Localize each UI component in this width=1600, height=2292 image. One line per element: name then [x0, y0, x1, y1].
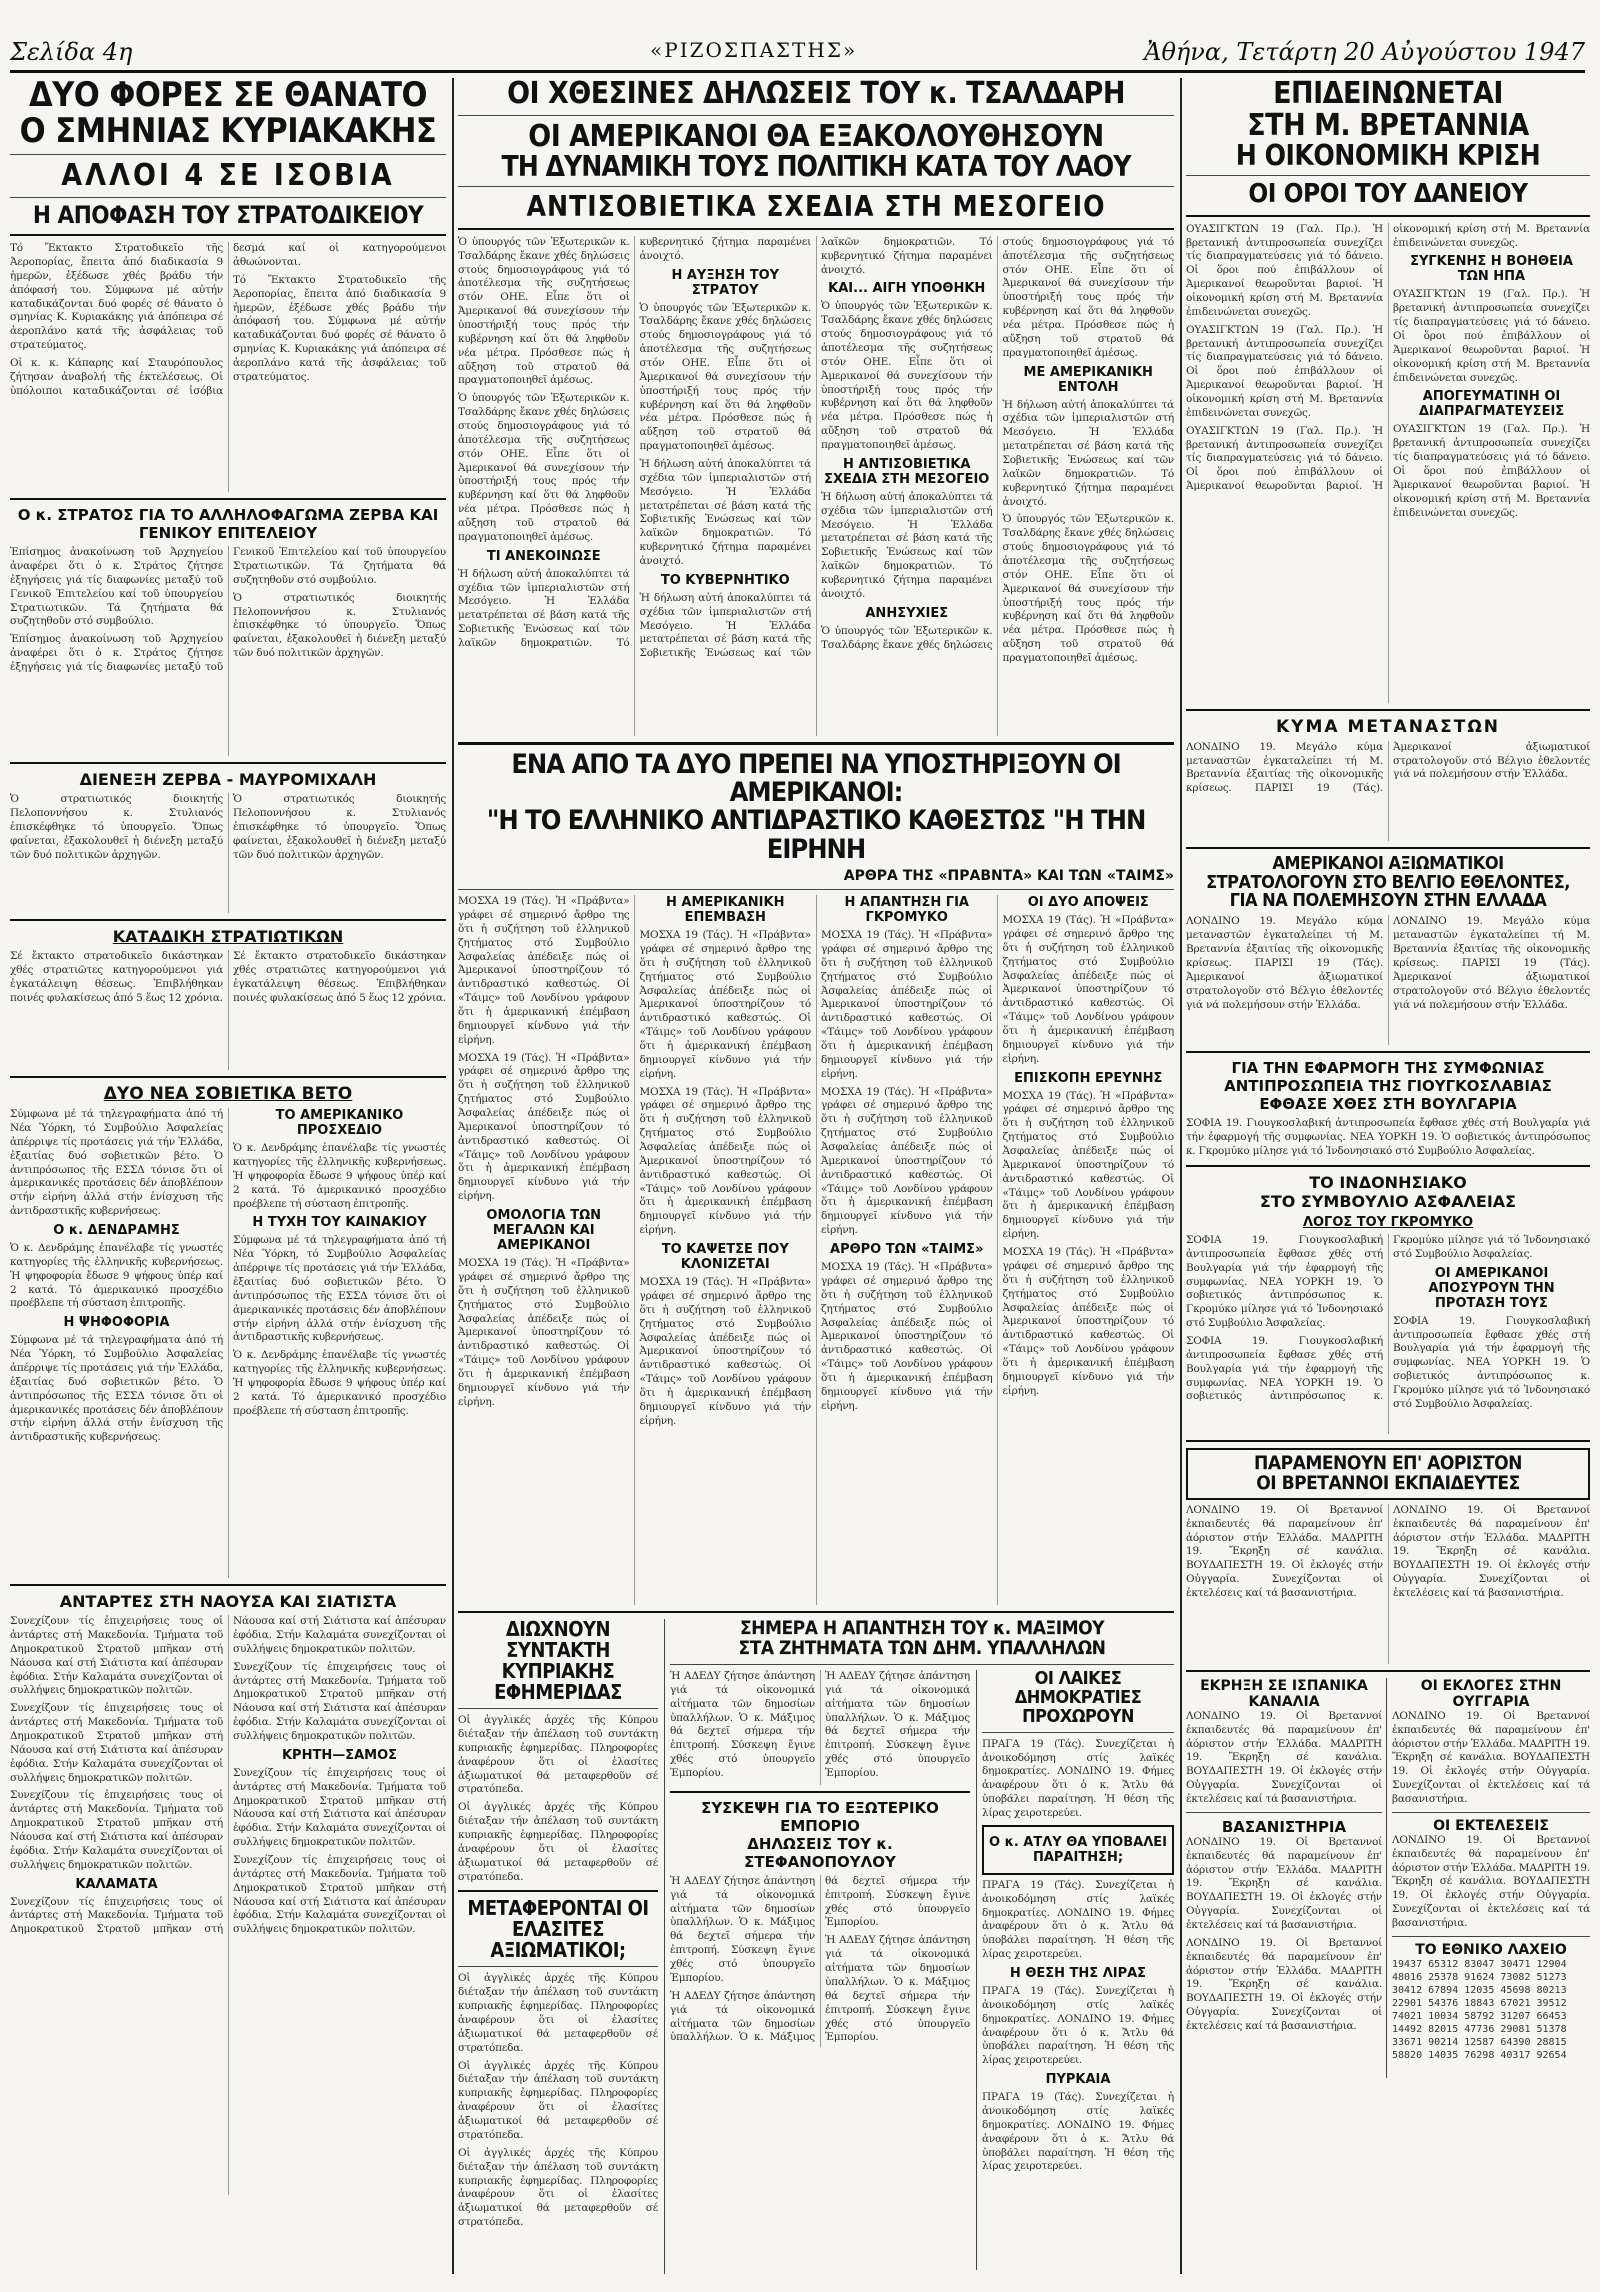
subhead: ΤΟ ΑΜΕΡΙΚΑΝΙΚΟ ΠΡΟΣΧΕΔΙΟ [275, 1108, 404, 1139]
article-text: ΜΟΣΧΑ 19 (Τάς). Ἡ «Πράβντα» γράφει σέ σημερινό ἄρθρο της ὅτι ἡ συζήτηση τοῦ ἑλληνικοῦ ζητήματος στό Συμβούλιο Ἀσφαλείας ἀπέδειξε πώς οἱ Ἀμερικανοί ὑποστηρίζουν τό ἀντιδραστικό καθεστώς. Οἱ «Τάιμς» τοῦ Λονδίνου γράφουν ὅτι ἡ ἀμερικανική ἐπέμβαση δημιουργεῖ κίνδυνο γιά τήν εἰρήνη. [639, 1276, 811, 1427]
article-text: ΟΥΑΣΙΓΚΤΩΝ 19 (Γαλ. Πρ.). Ἡ βρετανική ἀντιπροσωπεία συνεχίζει τίς διαπραγματεύσεις γιά τό δάνειο. Οἱ ὅροι πού ἐπιβάλλουν οἱ Ἀμερικανοί θεωροῦνται βαριοί. Ἡ οἰκονομική κρίση στή Μ. Βρεταννία ἐπιδεινώνεται συνεχῶς. [1186, 222, 1383, 318]
article-text: Συνεχίζουν τίς ἐπιχειρήσεις τους οἱ ἀντάρτες στή Μακεδονία. Τμήματα τοῦ Δημοκρατικοῦ Στρατοῦ μπῆκαν στή Νάουσα καί στή Σιάτιστα καί ἀπέσυραν ἐφόδια. Στήν Καλαμάτα συνεχίζονται οἱ συλλήψεις δημοκρατικῶν πολιτῶν. [233, 1853, 446, 1936]
headline-stratos: Ο κ. ΣΤΡΑΤΟΣ ΓΙΑ ΤΟ ΑΛΛΗΛΟΦΑΓΩΜΑ ΖΕΡΒΑ ΚΑΙ ΓΕΝΙΚΟΥ ΕΠΙΤΕΛΕΙΟΥ [17, 506, 439, 543]
article-text: ΛΟΝΔΙΝΟ 19. Μεγάλο κύμα μεταναστῶν ἐγκαταλείπει τή Μ. Βρεταννία ἐξαιτίας τῆς οἰκονομικῆς κρίσεως. ΠΑΡΙΣΙ 19 (Τάς). Ἀμερικανοί ἀξιωματικοί στρατολογοῦν στό Βέλγιο ἐθελοντές γιά νά πολεμήσουν στήν Ἑλλάδα. [1186, 740, 1590, 795]
headline-remain: ΠΑΡΑΜΕΝΟΥΝ ΕΠ' ΑΟΡΙΣΤΟΝ [1254, 1451, 1522, 1474]
headline-americans: ΟΙ ΑΜΕΡΙΚΑΝΟΙ ΘΑ ΕΞΑΚΟΛΟΥΘΗΣΟΥΝ [528, 118, 1104, 154]
headline-worsens: ΕΠΙΔΕΙΝΩΝΕΤΑΙ [1273, 78, 1503, 111]
headline-executions: ΟΙ ΕΚΤΕΛΕΣΕΙΣ [1433, 1817, 1549, 1834]
article-hungary [1392, 1678, 1590, 2062]
right-column [1186, 78, 1590, 2274]
headline-yugoslavia: ΑΝΤΙΠΡΟΣΩΠΕΙΑ ΤΗΣ ΓΙΟΥΓΚΟΣΛΑΒΙΑΣ [1224, 1077, 1552, 1096]
article-text: Συνεχίζουν τίς ἐπιχειρήσεις τους οἱ ἀντάρτες στή Μακεδονία. Τμήματα τοῦ Δημοκρατικοῦ Στρατοῦ μπῆκαν στή Νάουσα καί στή Σιάτιστα καί ἀπέσυραν ἐφόδια. Στήν Καλαμάτα συνεχίζονται οἱ συλλήψεις δημοκρατικῶν πολιτῶν. [10, 1789, 223, 1871]
subhead: ΕΠΙΣΚΟΠΗ ΕΡΕΥΝΗΣ [1014, 1070, 1163, 1086]
article-text: Ὁ κ. Δενδράμης ἐπανέλαβε τίς γνωστές κατηγορίες τῆς ἑλληνικῆς κυβερνήσεως. Ἡ ψηφοφορία ἔδωσε 9 ψήφους ὑπέρ καί 2 κατά. Τό ἀμερικανικό προσχέδιο προέβλεπε τή σύσταση ἐπιτροπῆς. [233, 1142, 446, 1210]
article-text: Ὁ ὑπουργός τῶν Ἐξωτερικῶν κ. Τσαλδάρης ἔκανε χθές δηλώσεις στούς δημοσιογράφους γιά τό ἀποτέλεσμα τῆς συζητήσεως στόν ΟΗΕ. Εἶπε ὅτι οἱ Ἀμερικανοί θά συνεχίσουν τήν ὑποστήριξή τους πρός τήν κυβέρνηση καί ὅτι θά ληφθοῦν νέα μέτρα. Πρόσθεσε πώς ἡ αὔξηση τοῦ στρατοῦ θά πραγματοποιηθεῖ ἀμέσως. [458, 392, 630, 543]
article-text: ΛΟΝΔΙΝΟ 19. Οἱ Βρεταννοί ἐκπαιδευτές θά παραμείνουν ἐπ' ἀόριστον στήν Ἑλλάδα. ΜΑΔΡΙΤΗ 19. Ἔκρηξη σέ κανάλια. ΒΟΥΔΑΠΕΣΤΗ 19. Οἱ ἐκλογές στήν Οὐγγαρία. Συνεχίζονται οἱ ἐκτελέσεις καί τά βασανιστήρια. [1392, 1709, 1590, 1805]
article-text: Συνεχίζουν τίς ἐπιχειρήσεις τους οἱ ἀντάρτες στή Μακεδονία. Τμήματα τοῦ Δημοκρατικοῦ Στρατοῦ μπῆκαν στή Νάουσα καί στή Σιάτιστα καί ἀπέσυραν ἐφόδια. Στήν Καλαμάτα συνεχίζονται οἱ συλλήψεις δημοκρατικῶν πολιτῶν. [10, 1615, 446, 1936]
article-text: ΜΟΣΧΑ 19 (Τάς). Ἡ «Πράβντα» γράφει σέ σημερινό ἄρθρο της ὅτι ἡ συζήτηση τοῦ ἑλληνικοῦ ζητήματος στό Συμβούλιο Ἀσφαλείας ἀπέδειξε πώς οἱ Ἀμερικανοί ὑποστηρίζουν τό ἀντιδραστικό καθεστώς. Οἱ «Τάιμς» τοῦ Λονδίνου γράφουν ὅτι ἡ ἀμερικανική ἐπέμβαση δημιουργεῖ κίνδυνο γιά τήν εἰρήνη. [458, 1257, 630, 1408]
article-text: ΜΟΣΧΑ 19 (Τάς). Ἡ «Πράβντα» γράφει σέ σημερινό ἄρθρο της ὅτι ἡ συζήτηση τοῦ ἑλληνικοῦ ζητήματος στό Συμβούλιο Ἀσφαλείας ἀπέδειξε πώς οἱ Ἀμερικανοί ὑποστηρίζουν τό ἀντιδραστικό καθεστώς. Οἱ «Τάιμς» τοῦ Λονδίνου γράφουν ὅτι ἡ ἀμερικανική ἐπέμβαση δημιουργεῖ κίνδυνο γιά τήν εἰρήνη. [1002, 914, 1174, 1065]
headline-naousa: ΑΝΤΑΡΤΕΣ ΣΤΗ ΝΑΟΥΣΑ ΚΑΙ ΣΙΑΤΙΣΤΑ [59, 1592, 397, 1612]
article-maximos [670, 1619, 1174, 2274]
headline-indonesia: ΤΟ ΙΝΔΟΝΗΣΙΑΚΟ [1309, 1172, 1467, 1192]
headline-regime-or-peace: "Η ΤΟ ΕΛΛΗΝΙΚΟ ΑΝΤΙΔΡΑΣΤΙΚΟ ΚΑΘΕΣΤΩΣ "Η ΤΗΝ ΕΙΡΗΝΗ [486, 805, 1146, 865]
article-text: Ὁ στρατιωτικός διοικητής Πελοποννήσου κ. Στυλιανός ἐπισκέφθηκε τό ὑπουργεῖο. Ὅπως φαίνεται, ἐξακολουθεῖ ἡ διένεξη μεταξύ τῶν δυό πολιτικῶν ἀρχηγῶν. [233, 793, 446, 861]
newspaper-name: «ΡΙΖΟΣΠΑΣΤΗΣ» [650, 38, 858, 62]
article-britain [1186, 223, 1590, 703]
subhead-gromyko: ΛΟΓΟΣ ΤΟΥ ΓΚΡΟΜΥΚΟ [1302, 1214, 1474, 1230]
headline-tsaldaris: ΟΙ ΧΘΕΣΙΝΕΣ ΔΗΛΩΣΕΙΣ ΤΟΥ κ. ΤΣΑΛΔΑΡΗ [507, 78, 1125, 111]
subhead: ΑΡΘΡΟ ΤΩΝ «ΤΑΙΜΣ» [830, 1242, 984, 1258]
article-migrants [1186, 741, 1590, 841]
subhead: ΑΠΟΓΕΥΜΑΤΙΝΗ ΟΙ ΔΙΑΠΡΑΓΜΑΤΕΥΣΕΙΣ [1418, 389, 1565, 420]
article-maximos-body [670, 1670, 970, 2047]
article-text: Ὁ ὑπουργός τῶν Ἐξωτερικῶν κ. Τσαλδάρης ἔκανε χθές δηλώσεις στούς δημοσιογράφους γιά τό ἀποτέλεσμα τῆς συζητήσεως στόν ΟΗΕ. Εἶπε ὅτι οἱ Ἀμερικανοί θά συνεχίσουν τήν ὑποστήριξή τους πρός τήν κυβέρνηση καί ὅτι θά ληφθοῦν νέα μέτρα. Πρόσθεσε πώς ἡ αὔξηση τοῦ στρατοῦ θά πραγματοποιηθεῖ ἀμέσως. [458, 235, 630, 387]
column-divider [1180, 78, 1182, 2274]
article-text: ΜΟΣΧΑ 19 (Τάς). Ἡ «Πράβντα» γράφει σέ σημερινό ἄρθρο της ὅτι ἡ συζήτηση τοῦ ἑλληνικοῦ ζητήματος στό Συμβούλιο Ἀσφαλείας ἀπέδειξε πώς οἱ Ἀμερικανοί ὑποστηρίζουν τό ἀντιδραστικό καθεστώς. Οἱ «Τάιμς» τοῦ Λονδίνου γράφουν ὅτι ἡ ἀμερικανική ἐπέμβαση δημιουργεῖ κίνδυνο γιά τήν εἰρήνη. [639, 1085, 811, 1237]
article-text: ΛΟΝΔΙΝΟ 19. Οἱ Βρεταννοί ἐκπαιδευτές θά παραμείνουν ἐπ' ἀόριστον στήν Ἑλλάδα. ΜΑΔΡΙΤΗ 19. Ἔκρηξη σέ κανάλια. ΒΟΥΔΑΠΕΣΤΗ 19. Οἱ ἐκλογές στήν Οὐγγαρία. Συνεχίζονται οἱ ἐκτελέσεις καί τά βασανιστήρια. [1186, 1936, 1382, 2032]
subhead: ΤΟ ΚΑΨΕΤΣΕ ΠΟΥ ΚΛΟΝΙΖΕΤΑΙ [661, 1242, 789, 1273]
headline-agreement: ΓΙΑ ΤΗΝ ΕΦΑΡΜΟΓΗ ΤΗΣ ΣΥΜΦΩΝΙΑΣ [1231, 1059, 1545, 1078]
article-text: ΜΟΣΧΑ 19 (Τάς). Ἡ «Πράβντα» γράφει σέ σημερινό ἄρθρο της ὅτι ἡ συζήτηση τοῦ ἑλληνικοῦ ζητήματος στό Συμβούλιο Ἀσφαλείας ἀπέδειξε πώς οἱ Ἀμερικανοί ὑποστηρίζουν τό ἀντιδραστικό καθεστώς. Οἱ «Τάιμς» τοῦ Λονδίνου γράφουν ὅτι ἡ ἀμερικανική ἐπέμβαση δημιουργεῖ κίνδυνο γιά τήν εἰρήνη. [639, 929, 811, 1080]
lottery-numbers: 19437 65312 83047 30471 12904 48016 25378 91624 73082 51273 30412 67894 12035 45698 80213 22901 54376 18843 67021 39512 74021 10034 58792 31207 66453 14492 82015 47736 29081 51378 33671 90214 12587 64390 28815 58820 14035 76298 40317 92654 [1392, 1958, 1567, 2061]
article-text: ΠΡΑΓΑ 19 (Τάς). Συνεχίζεται ἡ ἀνοικοδόμηση στίς λαϊκές δημοκρατίες. ΛΟΝΔΙΝΟ 19. Φήμες ἀναφέρουν ὅτι ὁ κ. Ἄτλυ θά ὑποβάλει παραίτηση. Ἡ θέση τῆς λίρας χειροτερεύει. [982, 1878, 1174, 1961]
article-text: Σέ ἔκτακτο στρατοδικεῖο δικάστηκαν χθές στρατιῶτες κατηγορούμενοι γιά ἐγκατάλειψη θέσεως. Ἐπιβλήθηκαν ποινές φυλακίσεως ἀπό 5 ἕως 12 χρόνια. [10, 950, 223, 1004]
article-text: Οἱ ἀγγλικές ἀρχές τῆς Κύπρου διέταξαν τήν ἀπέλαση τοῦ συντάκτη κυπριακῆς ἐφημερίδας. Πληροφορίες ἀναφέρουν ὅτι οἱ ἐλασίτες ἀξιωματικοί θά μεταφερθοῦν σέ στρατόπεδα. [458, 2059, 658, 2141]
box-attlee [982, 1825, 1174, 1875]
subhead: ΟΜΟΛΟΓΙΑ ΤΩΝ ΜΕΓΑΛΩΝ ΚΑΙ ΑΜΕΡΙΚΑΝΟΙ [486, 1208, 602, 1254]
article-text: ΛΟΝΔΙΝΟ 19. Μεγάλο κύμα μεταναστῶν ἐγκαταλείπει τή Μ. Βρεταννία ἐξαιτίας τῆς οἰκονομικῆς κρίσεως. ΠΑΡΙΣΙ 19 (Τάς). Ἀμερικανοί ἀξιωματικοί στρατολογοῦν στό Βέλγιο ἐθελοντές γιά νά πολεμήσουν στήν Ἑλλάδα. [1186, 915, 1383, 1011]
subhead: ΑΝΗΣΥΧΙΕΣ [865, 605, 949, 621]
headline-torture: ΒΑΣΑΝΙΣΤΗΡΙΑ [1221, 1817, 1347, 1836]
article-text: Ἡ δήλωση αὐτή ἀποκαλύπτει τά σχέδια τῶν ἰμπεριαλιστῶν στή Μεσόγειο. Ἡ Ἑλλάδα μετατρέπεται σέ βάση κατά τῆς Σοβιετικῆς Ἑνώσεως καί τῶν λαϊκῶν δημοκρατιῶν. Τό κυβερνητικό ζήτημα παραμένει ἀνοιχτό. [458, 235, 811, 649]
headline-maximos: ΣΗΜΕΡΑ Η ΑΠΑΝΤΗΣΗ ΤΟΥ κ. ΜΑΞΙΜΟΥ [739, 1617, 1105, 1640]
article-text: ΜΟΣΧΑ 19 (Τάς). Ἡ «Πράβντα» γράφει σέ σημερινό ἄρθρο της ὅτι ἡ συζήτηση τοῦ ἑλληνικοῦ ζητήματος στό Συμβούλιο Ἀσφαλείας ἀπέδειξε πώς οἱ Ἀμερικανοί ὑποστηρίζουν τό ἀντιδραστικό καθεστώς. Οἱ «Τάιμς» τοῦ Λονδίνου γράφουν ὅτι ἡ ἀμερικανική ἐπέμβαση δημιουργεῖ κίνδυνο γιά τήν εἰρήνη. [821, 1261, 993, 1412]
article-text: ΟΥΑΣΙΓΚΤΩΝ 19 (Γαλ. Πρ.). Ἡ βρετανική ἀντιπροσωπεία συνεχίζει τίς διαπραγματεύσεις γιά τό δάνειο. Οἱ ὅροι πού ἐπιβάλλουν οἱ Ἀμερικανοί θεωροῦνται βαριοί. Ἡ οἰκονομική κρίση στή Μ. Βρεταννία ἐπιδεινώνεται συνεχῶς. [1186, 222, 1590, 493]
subhead: ΣΥΓΚΕΝΗΣ Η ΒΟΗΘΕΙΑ ΤΩΝ ΗΠΑ [1410, 254, 1573, 285]
article-text: Ἡ ΑΔΕΔΥ ζήτησε ἀπάντηση γιά τά οἰκονομικά αἰτήματα τῶν δημοσίων ὑπαλλήλων. Ὁ κ. Μάξιμος θά δεχτεῖ σήμερα τήν ἐπιτροπή. Σύσκεψη ἔγινε χθές στό ὑπουργεῖο Ἐμπορίου. [670, 1874, 815, 1984]
article-text: ΠΡΑΓΑ 19 (Τάς). Συνεχίζεται ἡ ἀνοικοδόμηση στίς λαϊκές δημοκρατίες. ΛΟΝΔΙΝΟ 19. Φήμες ἀναφέρουν ὅτι ὁ κ. Ἄτλυ θά ὑποβάλει παραίτηση. Ἡ θέση τῆς λίρας χειροτερεύει. [982, 1985, 1174, 2067]
subhead-pravda-times: ΑΡΘΡΑ ΤΗΣ «ΠΡΑΒΝΤΑ» ΚΑΙ ΤΩΝ «ΤΑΙΜΣ» [843, 868, 1174, 885]
column-divider [452, 78, 454, 2274]
article-cyprus [458, 1619, 658, 2274]
article-text: Ἐπίσημος ἀνακοίνωση τοῦ Ἀρχηγείου ἀναφέρει ὅτι ὁ κ. Στράτος ζήτησε ἐξηγήσεις γιά τίς διαφωνίες μεταξύ τοῦ Γενικοῦ Ἐπιτελείου καί τοῦ ὑπουργείου Στρατιωτικῶν. Τά ζητήματα θά συζητηθοῦν στό συμβούλιο. [10, 546, 223, 628]
article-text: Σύμφωνα μέ τά τηλεγραφήματα ἀπό τή Νέα Ὑόρκη, τό Συμβούλιο Ἀσφαλείας ἀπέρριψε τίς προτάσεις γιά τήν Ἑλλάδα, ἐξαιτίας δυό σοβιετικῶν βέτο. Ὁ ἀντιπρόσωπος τῆς ΕΣΣΔ τόνισε ὅτι οἱ ἀμερικανικές προτάσεις δέν ἀποβλέπουν στήν εἰρήνη ἀλλά στήν ἐνίσχυση τῆς ἀντιδραστικῆς κυβερνήσεως. [233, 1234, 446, 1344]
article-stratos [10, 546, 446, 756]
article-text: ΛΟΝΔΙΝΟ 19. Οἱ Βρεταννοί ἐκπαιδευτές θά παραμείνουν ἐπ' ἀόριστον στήν Ἑλλάδα. ΜΑΔΡΙΤΗ 19. Ἔκρηξη σέ κανάλια. ΒΟΥΔΑΠΕΣΤΗ 19. Οἱ ἐκλογές στήν Οὐγγαρία. Συνεχίζονται οἱ ἐκτελέσεις καί τά βασανιστήρια. [1186, 1835, 1382, 1931]
article-zervas [10, 793, 446, 913]
subhead: Η ΘΕΣΗ ΤΗΣ ΛΙΡΑΣ [1009, 1966, 1147, 1982]
article-text: Συνεχίζουν τίς ἐπιχειρήσεις τους οἱ ἀντάρτες στή Μακεδονία. Τμήματα τοῦ Δημοκρατικοῦ Στρατοῦ μπῆκαν στή Νάουσα καί στή Σιάτιστα καί ἀπέσυραν ἐφόδια. Στήν Καλαμάτα συνεχίζονται οἱ συλλήψεις δημοκρατικῶν πολιτῶν. [10, 1615, 223, 1697]
headline-bulgaria: ΕΦΘΑΣΕ ΧΘΕΣ ΣΤΗ ΒΟΥΛΓΑΡΙΑ [1259, 1095, 1517, 1114]
article-text: Ἡ δήλωση αὐτή ἀποκαλύπτει τά σχέδια τῶν ἰμπεριαλιστῶν στή Μεσόγειο. Ἡ Ἑλλάδα μετατρέπεται σέ βάση κατά τῆς Σοβιετικῆς Ἑνώσεως καί τῶν λαϊκῶν δημοκρατιῶν. Τό κυβερνητικό ζήτημα παραμένει ἀνοιχτό. [639, 457, 811, 567]
article-text: ΜΟΣΧΑ 19 (Τάς). Ἡ «Πράβντα» γράφει σέ σημερινό ἄρθρο της ὅτι ἡ συζήτηση τοῦ ἑλληνικοῦ ζητήματος στό Συμβούλιο Ἀσφαλείας ἀπέδειξε πώς οἱ Ἀμερικανοί ὑποστηρίζουν τό ἀντιδραστικό καθεστώς. Οἱ «Τάιμς» τοῦ Λονδίνου γράφουν ὅτι ἡ ἀμερικανική ἐπέμβαση δημιουργεῖ κίνδυνο γιά τήν εἰρήνη. [458, 895, 630, 1046]
headline-lottery: ΤΟ ΕΘΝΙΚΟ ΛΑΧΕΙΟ [1415, 1941, 1567, 1958]
headline-one-of-two: ΕΝΑ ΑΠΟ ΤΑ ΔΥΟ ΠΡΕΠΕΙ ΝΑ ΥΠΟΣΤΗΡΙΞΟΥΝ ΟΙ ΑΜΕΡΙΚΑΝΟΙ: [511, 748, 1121, 809]
article-naousa [10, 1615, 446, 2195]
article-text: Συνεχίζουν τίς ἐπιχειρήσεις τους οἱ ἀντάρτες στή Μακεδονία. Τμήματα τοῦ Δημοκρατικοῦ Στρατοῦ μπῆκαν στή Νάουσα καί στή Σιάτιστα καί ἀπέσυραν ἐφόδια. Στήν Καλαμάτα συνεχίζονται οἱ συλλήψεις δημοκρατικῶν πολιτῶν. [233, 1766, 446, 1849]
article-instructors [1186, 1504, 1590, 1664]
article-text: ΣΟΦΙΑ 19. Γιουγκοσλαβική ἀντιπροσωπεία ἔφθασε χθές στή Βουλγαρία γιά τήν ἐφαρμογή τῆς συμφωνίας. ΝΕΑ ΥΟΡΚΗ 19. Ὁ σοβιετικός ἀντιπρόσωπος κ. Γκρομύκο μίλησε γιά τό Ἰνδονησιακό στό Συμβούλιο Ἀσφαλείας. [1186, 1233, 1590, 1403]
subhead: ΚΑΛΑΜΑΤΑ [75, 1876, 158, 1892]
article-text: Οἱ ἀγγλικές ἀρχές τῆς Κύπρου διέταξαν τήν ἀπέλαση τοῦ συντάκτη κυπριακῆς ἐφημερίδας. Πληροφορίες ἀναφέρουν ὅτι οἱ ἐλασίτες ἀξιωματικοί θά μεταφερθοῦν σέ στρατόπεδα. [458, 2146, 658, 2229]
subhead: ΤΟ ΚΥΒΕΡΝΗΤΙΚΟ [660, 572, 790, 588]
article-text: ΠΡΑΓΑ 19 (Τάς). Συνεχίζεται ἡ ἀνοικοδόμηση στίς λαϊκές δημοκρατίες. ΛΟΝΔΙΝΟ 19. Φήμες ἀναφέρουν ὅτι ὁ κ. Ἄτλυ θά ὑποβάλει παραίτηση. Ἡ θέση τῆς λίρας χειροτερεύει. [982, 1737, 1174, 1819]
subhead: Ο κ. ΑΤΛΥ ΘΑ ΥΠΟΒΑΛΕΙ ΠΑΡΑΙΤΗΣΗ; [989, 1834, 1167, 1865]
article-democracies [982, 1670, 1174, 2178]
article-text: ΜΟΣΧΑ 19 (Τάς). Ἡ «Πράβντα» γράφει σέ σημερινό ἄρθρο της ὅτι ἡ συζήτηση τοῦ ἑλληνικοῦ ζητήματος στό Συμβούλιο Ἀσφαλείας ἀπέδειξε πώς οἱ Ἀμερικανοί ὑποστηρίζουν τό ἀντιδραστικό καθεστώς. Οἱ «Τάιμς» τοῦ Λονδίνου γράφουν ὅτι ἡ ἀμερικανική ἐπέμβαση δημιουργεῖ κίνδυνο γιά τήν εἰρήνη. [458, 1051, 630, 1203]
subhead: ΟΙ ΑΜΕΡΙΚΑΝΟΙ ΑΠΟΣΥΡΟΥΝ ΤΗΝ ΠΡΟΤΑΣΗ ΤΟΥΣ [1428, 1265, 1555, 1311]
article-text: Ἡ ΑΔΕΔΥ ζήτησε ἀπάντηση γιά τά οἰκονομικά αἰτήματα τῶν δημοσίων ὑπαλλήλων. Ὁ κ. Μάξιμος θά δεχτεῖ σήμερα τήν ἐπιτροπή. Σύσκεψη ἔγινε χθές στό ὑπουργεῖο Ἐμπορίου. [825, 1934, 970, 2044]
article-text: Ἡ δήλωση αὐτή ἀποκαλύπτει τά σχέδια τῶν ἰμπεριαλιστῶν στή Μεσόγειο. Ἡ Ἑλλάδα μετατρέπεται σέ βάση κατά τῆς Σοβιετικῆς Ἑνώσεως καί τῶν λαϊκῶν δημοκρατιῶν. Τό κυβερνητικό ζήτημα παραμένει ἀνοιχτό. [1002, 398, 1174, 508]
article-text: ΜΟΣΧΑ 19 (Τάς). Ἡ «Πράβντα» γράφει σέ σημερινό ἄρθρο της ὅτι ἡ συζήτηση τοῦ ἑλληνικοῦ ζητήματος στό Συμβούλιο Ἀσφαλείας ἀπέδειξε πώς οἱ Ἀμερικανοί ὑποστηρίζουν τό ἀντιδραστικό καθεστώς. Οἱ «Τάιμς» τοῦ Λονδίνου γράφουν ὅτι ἡ ἀμερικανική ἐπέμβαση δημιουργεῖ κίνδυνο γιά τήν εἰρήνη. [821, 1085, 993, 1237]
article-text: Οἱ κ. κ. Κάπαρης καί Σταυρόπουλος ζήτησαν ἀναβολή τῆς ἐκτελέσεως. Οἱ ὑπόλοιποι καταδικάζονται σέ ἰσόβια δεσμά καί οἱ κατηγορούμενοι ἀθωώνονται. [10, 242, 446, 397]
article-text: Ἐπίσημος ἀνακοίνωση τοῦ Ἀρχηγείου ἀναφέρει ὅτι ὁ κ. Στράτος ζήτησε ἐξηγήσεις γιά τίς διαφωνίες μεταξύ τοῦ Γενικοῦ Ἐπιτελείου καί τοῦ ὑπουργείου Στρατιωτικῶν. Τά ζητήματα θά συζητηθοῦν στό συμβούλιο. [10, 546, 446, 673]
headline-fight-greece: ΓΙΑ ΝΑ ΠΟΛΕΜΗΣΟΥΝ ΣΤΗΝ ΕΛΛΑΔΑ [1229, 890, 1547, 912]
article-text: Ὁ κ. Δενδράμης ἐπανέλαβε τίς γνωστές κατηγορίες τῆς ἑλληνικῆς κυβερνήσεως. Ἡ ψηφοφορία ἔδωσε 9 ψήφους ὑπέρ καί 2 κατά. Τό ἀμερικανικό προσχέδιο προέβλεπε τή σύσταση ἐπιτροπῆς. [233, 1349, 446, 1417]
headline-instructors: ΟΙ ΒΡΕΤΑΝΝΟΙ ΕΚΠΑΙΔΕΥΤΕΣ [1256, 1471, 1520, 1494]
headline-hungary: ΟΙ ΕΚΛΟΓΕΣ ΣΤΗΝ ΟΥΓΓΑΡΙΑ [1420, 1677, 1562, 1710]
subhead: Η ΤΥΧΗ ΤΟΥ ΚΑΙΝΑΚΙΟΥ [252, 1215, 427, 1231]
left-column [10, 78, 446, 2274]
headline-life-sentences: ΑΛΛΟΙ 4 ΣΕ ΙΣΟΒΙΑ [61, 158, 395, 194]
article-tsaldaris [458, 236, 1174, 736]
subhead: Η ΑΥΞΗΣΗ ΤΟΥ ΣΤΡΑΤΟΥ [671, 267, 780, 298]
subhead: ΚΡΗΤΗ—ΣΑΜΟΣ [281, 1747, 398, 1763]
article-text: ΜΟΣΧΑ 19 (Τάς). Ἡ «Πράβντα» γράφει σέ σημερινό ἄρθρο της ὅτι ἡ συζήτηση τοῦ ἑλληνικοῦ ζητήματος στό Συμβούλιο Ἀσφαλείας ἀπέδειξε πώς οἱ Ἀμερικανοί ὑποστηρίζουν τό ἀντιδραστικό καθεστώς. Οἱ «Τάιμς» τοῦ Λονδίνου γράφουν ὅτι ἡ ἀμερικανική ἐπέμβαση δημιουργεῖ κίνδυνο γιά τήν εἰρήνη. [1002, 1089, 1174, 1241]
center-column [458, 78, 1174, 2274]
headline-kyriakakis: Ο ΣΜΗΝΙΑΣ ΚΥΡΙΑΚΑΚΗΣ [19, 110, 437, 151]
article-text: Ἡ δήλωση αὐτή ἀποκαλύπτει τά σχέδια τῶν ἰμπεριαλιστῶν στή Μεσόγειο. Ἡ Ἑλλάδα μετατρέπεται σέ βάση κατά τῆς Σοβιετικῆς Ἑνώσεως καί τῶν λαϊκῶν δημοκρατιῶν. Τό κυβερνητικό ζήτημα παραμένει ἀνοιχτό. [821, 490, 993, 600]
headline-britain: ΣΤΗ Μ. ΒΡΕΤΑΝΝΙΑ [1247, 107, 1529, 143]
subhead: Ο κ. ΔΕΝΔΡΑΜΗΣ [53, 1222, 180, 1238]
box-instructors [1186, 1448, 1590, 1500]
article-text: Ὁ κ. Δενδράμης ἐπανέλαβε τίς γνωστές κατηγορίες τῆς ἑλληνικῆς κυβερνήσεως. Ἡ ψηφοφορία ἔδωσε 9 ψήφους ὑπέρ καί 2 κατά. Τό ἀμερικανικό προσχέδιο προέβλεπε τή σύσταση ἐπιτροπῆς. [10, 1241, 223, 1310]
article-belgium [1186, 915, 1590, 1045]
article-text: Τό Ἔκτακτο Στρατοδικεῖο τῆς Ἀεροπορίας, ἔπειτα ἀπό διαδικασία 9 ἡμερῶν, ἐξέδωσε χθές βράδυ τήν ἀπόφασή του. Σύμφωνα μέ αὐτήν καταδικάζονται δυό φορές σέ θάνατο ὁ σμηνίας Κ. Κυριακάκης γιά ἀπόπειρα σέ ἀεροπλάνο κατά τῆς ἀσφάλειας τοῦ στρατεύματος. [233, 273, 446, 383]
article-text: ΣΟΦΙΑ 19. Γιουγκοσλαβική ἀντιπροσωπεία ἔφθασε χθές στή Βουλγαρία γιά τήν ἐφαρμογή τῆς συμφωνίας. ΝΕΑ ΥΟΡΚΗ 19. Ὁ σοβιετικός ἀντιπρόσωπος κ. Γκρομύκο μίλησε γιά τό Ἰνδονησιακό στό Συμβούλιο Ἀσφαλείας. [1186, 1233, 1383, 1330]
article-text: ΣΟΦΙΑ 19. Γιουγκοσλαβική ἀντιπροσωπεία ἔφθασε χθές στή Βουλγαρία γιά τήν ἐφαρμογή τῆς συμφωνίας. ΝΕΑ ΥΟΡΚΗ 19. Ὁ σοβιετικός ἀντιπρόσωπος κ. Γκρομύκο μίλησε γιά τό Ἰνδονησιακό στό Συμβούλιο Ἀσφαλείας. [1186, 1117, 1590, 1158]
article-text: Συνεχίζουν τίς ἐπιχειρήσεις τους οἱ ἀντάρτες στή Μακεδονία. Τμήματα τοῦ Δημοκρατικοῦ Στρατοῦ μπῆκαν στή Νάουσα καί στή Σιάτιστα καί ἀπέσυραν ἐφόδια. Στήν Καλαμάτα συνεχίζονται οἱ συλλήψεις δημοκρατικῶν πολιτῶν. [233, 1660, 446, 1742]
article-text: ΣΟΦΙΑ 19. Γιουγκοσλαβική ἀντιπροσωπεία ἔφθασε χθές στή Βουλγαρία γιά τήν ἐφαρμογή τῆς συμφωνίας. ΝΕΑ ΥΟΡΚΗ 19. Ὁ σοβιετικός ἀντιπρόσωπος κ. Γκρομύκο μίλησε γιά τό Ἰνδονησιακό στό Συμβούλιο Ἀσφαλείας. [1393, 1314, 1590, 1410]
headline-court-decision: Η ΑΠΟΦΑΣΗ ΤΟΥ ΣΤΡΑΤΟΔΙΚΕΙΟΥ [32, 200, 424, 229]
article-text: Ἡ ΑΔΕΔΥ ζήτησε ἀπάντηση γιά τά οἰκονομικά αἰτήματα τῶν δημοσίων ὑπαλλήλων. Ὁ κ. Μάξιμος θά δεχτεῖ σήμερα τήν ἐπιτροπή. Σύσκεψη ἔγινε χθές στό ὑπουργεῖο Ἐμπορίου. [670, 1670, 815, 1780]
article-text: Τό Ἔκτακτο Στρατοδικεῖο τῆς Ἀεροπορίας, ἔπειτα ἀπό διαδικασία 9 ἡμερῶν, ἐξέδωσε χθές βράδυ τήν ἀπόφασή του. Σύμφωνα μέ αὐτήν καταδικάζονται δυό φορές σέ θάνατο ὁ σμηνίας Κ. Κυριακάκης γιά ἀπόπειρα σέ ἀεροπλάνο κατά τῆς ἀσφάλειας τοῦ στρατεύματος. [10, 242, 223, 352]
headline-migrants: ΚΥΜΑ ΜΕΤΑΝΑΣΤΩΝ [1275, 716, 1501, 737]
article-text: Ἡ ΑΔΕΔΥ ζήτησε ἀπάντηση γιά τά οἰκονομικά αἰτήματα τῶν δημοσίων ὑπαλλήλων. Ὁ κ. Μάξιμος θά δεχτεῖ σήμερα τήν ἐπιτροπή. Σύσκεψη ἔγινε χθές στό ὑπουργεῖο Ἐμπορίου. [670, 1874, 970, 2044]
article-text: Ὁ ὑπουργός τῶν Ἐξωτερικῶν κ. Τσαλδάρης ἔκανε χθές δηλώσεις στούς δημοσιογράφους γιά τό ἀποτέλεσμα τῆς συζητήσεως στόν ΟΗΕ. Εἶπε ὅτι οἱ Ἀμερικανοί θά συνεχίσουν τήν ὑποστήριξή τους πρός τήν κυβέρνηση καί ὅτι θά ληφθοῦν νέα μέτρα. Πρόσθεσε πώς ἡ αὔξηση τοῦ στρατοῦ θά πραγματοποιηθεῖ ἀμέσως. [639, 301, 811, 453]
article-text: Ὁ ὑπουργός τῶν Ἐξωτερικῶν κ. Τσαλδάρης ἔκανε χθές δηλώσεις στούς δημοσιογράφους γιά τό ἀποτέλεσμα τῆς συζητήσεως στόν ΟΗΕ. Εἶπε ὅτι οἱ Ἀμερικανοί θά συνεχίσουν τήν ὑποστήριξή τους πρός τήν κυβέρνηση καί ὅτι θά ληφθοῦν νέα μέτρα. Πρόσθεσε πώς ἡ αὔξηση τοῦ στρατοῦ θά πραγματοποιηθεῖ ἀμέσως. [821, 300, 993, 451]
subhead: ΤΙ ΑΝΕΚΟΙΝΩΣΕ [486, 548, 601, 564]
article-spain [1186, 1678, 1382, 2038]
headline-spain: ΕΚΡΗΞΗ ΣΕ ΙΣΠΑΝΙΚΑ ΚΑΝΑΛΙΑ [1200, 1677, 1368, 1710]
headline-stefanopoulos: ΔΗΛΩΣΕΙΣ ΤΟΥ κ. ΣΤΕΦΑΝΟΠΟΥΛΟΥ [744, 1834, 896, 1871]
article-court [10, 242, 446, 492]
article-soldiers [10, 950, 446, 1070]
subhead: ΚΑΙ... ΑΙΓΗ ΥΠΟΘΗΚΗ [828, 281, 986, 297]
headline-us-officers: ΑΜΕΡΙΚΑΝΟΙ ΑΞΙΩΜΑΤΙΚΟΙ [1272, 852, 1504, 874]
article-text: Ὁ ὑπουργός τῶν Ἐξωτερικῶν κ. Τσαλδάρης ἔκανε χθές δηλώσεις στούς δημοσιογράφους γιά τό ἀποτέλεσμα τῆς συζητήσεως στόν ΟΗΕ. Εἶπε ὅτι οἱ Ἀμερικανοί θά συνεχίσουν τήν ὑποστήριξή τους πρός τήν κυβέρνηση καί ὅτι θά ληφθοῦν νέα μέτρα. Πρόσθεσε πώς ἡ αὔξηση τοῦ στρατοῦ θά πραγματοποιηθεῖ ἀμέσως. [821, 235, 1174, 651]
headline-cyprus: ΔΙΩΧΝΟΥΝ ΣΥΝΤΑΚΤΗ ΚΥΠΡΙΑΚΗΣ ΕΦΗΜΕΡΙΔΑΣ [494, 1617, 622, 1705]
article-text: ΛΟΝΔΙΝΟ 19. Μεγάλο κύμα μεταναστῶν ἐγκαταλείπει τή Μ. Βρεταννία ἐξαιτίας τῆς οἰκονομικῆς κρίσεως. ΠΑΡΙΣΙ 19 (Τάς). Ἀμερικανοί ἀξιωματικοί στρατολογοῦν στό Βέλγιο ἐθελοντές γιά νά πολεμήσουν στήν Ἑλλάδα. [1393, 915, 1590, 1011]
article-text: ΜΟΣΧΑ 19 (Τάς). Ἡ «Πράβντα» γράφει σέ σημερινό ἄρθρο της ὅτι ἡ συζήτηση τοῦ ἑλληνικοῦ ζητήματος στό Συμβούλιο Ἀσφαλείας ἀπέδειξε πώς οἱ Ἀμερικανοί ὑποστηρίζουν τό ἀντιδραστικό καθεστώς. Οἱ «Τάιμς» τοῦ Λονδίνου γράφουν ὅτι ἡ ἀμερικανική ἐπέμβαση δημιουργεῖ κίνδυνο γιά τήν εἰρήνη. [821, 929, 993, 1080]
article-pravda [458, 895, 1174, 1605]
subhead: Η ΑΝΤΙΣΟΒΙΕΤΙΚΑ ΣΧΕΔΙΑ ΣΤΗ ΜΕΣΟΓΕΙΟ [824, 456, 990, 487]
headline-security-council: ΣΤΟ ΣΥΜΒΟΥΛΙΟ ΑΣΦΑΛΕΙΑΣ [1259, 1191, 1517, 1211]
headline-anti-soviet: ΑΝΤΙΣΟΒΙΕΤΙΚΑ ΣΧΕΔΙΑ ΣΤΗ ΜΕΣΟΓΕΙΟ [526, 190, 1106, 224]
article-text: Οἱ ἀγγλικές ἀρχές τῆς Κύπρου διέταξαν τήν ἀπέλαση τοῦ συντάκτη κυπριακῆς ἐφημερίδας. Πληροφορίες ἀναφέρουν ὅτι οἱ ἐλασίτες ἀξιωματικοί θά μεταφερθοῦν σέ στρατόπεδα. [458, 1801, 658, 1883]
article-text: ΛΟΝΔΙΝΟ 19. Οἱ Βρεταννοί ἐκπαιδευτές θά παραμείνουν ἐπ' ἀόριστον στήν Ἑλλάδα. ΜΑΔΡΙΤΗ 19. Ἔκρηξη σέ κανάλια. ΒΟΥΔΑΠΕΣΤΗ 19. Οἱ ἐκλογές στήν Οὐγγαρία. Συνεχίζονται οἱ ἐκτελέσεις καί τά βασανιστήρια. [1393, 1503, 1590, 1599]
dateline: Ἀθήνα, Τετάρτη 20 Αὐγούστου 1947 [1144, 38, 1585, 66]
headline-belgium: ΣΤΡΑΤΟΛΟΓΟΥΝ ΣΤΟ ΒΕΛΓΙΟ ΕΘΕΛΟΝΤΕΣ, [1206, 871, 1570, 893]
headline-loan-terms: ΟΙ ΟΡΟΙ ΤΟΥ ΔΑΝΕΙΟΥ [1248, 179, 1528, 210]
subhead: Η ΑΜΕΡΙΚΑΝΙΚΗ ΕΠΕΜΒΑΣΗ [666, 895, 785, 926]
subhead: Η ΑΠΑΝΤΗΣΗ ΓΙΑ ΓΚΡΟΜΥΚΟ [844, 895, 969, 926]
headline-soviet-veto: ΔΥΟ ΝΕΑ ΣΟΒΙΕΤΙΚΑ ΒΕΤΟ [103, 1084, 353, 1105]
headline-civil-servants: ΣΤΑ ΖΗΤΗΜΑΤΑ ΤΩΝ ΔΗΜ. ΥΠΑΛΛΗΛΩΝ [738, 1637, 1106, 1660]
headline-death-sentence: ΔΥΟ ΦΟΡΕΣ ΣΕ ΘΑΝΑΤΟ [28, 78, 428, 115]
subhead: ΟΙ ΔΥΟ ΑΠΟΨΕΙΣ [1027, 895, 1149, 911]
article-text: Συνεχίζουν τίς ἐπιχειρήσεις τους οἱ ἀντάρτες στή Μακεδονία. Τμήματα τοῦ Δημοκρατικοῦ Στρατοῦ μπῆκαν στή Νάουσα καί στή Σιάτιστα καί ἀπέσυραν ἐφόδια. Στήν Καλαμάτα συνεχίζονται οἱ συλλήψεις δημοκρατικῶν πολιτῶν. [10, 1702, 223, 1784]
article-veto [10, 1108, 446, 1578]
article-text: ΛΟΝΔΙΝΟ 19. Οἱ Βρεταννοί ἐκπαιδευτές θά παραμείνουν ἐπ' ἀόριστον στήν Ἑλλάδα. ΜΑΔΡΙΤΗ 19. Ἔκρηξη σέ κανάλια. ΒΟΥΔΑΠΕΣΤΗ 19. Οἱ ἐκλογές στήν Οὐγγαρία. Συνεχίζονται οἱ ἐκτελέσεις καί τά βασανιστήρια. [1186, 1709, 1382, 1805]
subhead: Η ΨΗΦΟΦΟΡΙΑ [63, 1315, 170, 1331]
article-text: ΠΡΑΓΑ 19 (Τάς). Συνεχίζεται ἡ ἀνοικοδόμηση στίς λαϊκές δημοκρατίες. ΛΟΝΔΙΝΟ 19. Φήμες ἀναφέρουν ὅτι ὁ κ. Ἄτλυ θά ὑποβάλει παραίτηση. Ἡ θέση τῆς λίρας χειροτερεύει. [982, 2091, 1174, 2173]
article-text: ΛΟΝΔΙΝΟ 19. Οἱ Βρεταννοί ἐκπαιδευτές θά παραμείνουν ἐπ' ἀόριστον στήν Ἑλλάδα. ΜΑΔΡΙΤΗ 19. Ἔκρηξη σέ κανάλια. ΒΟΥΔΑΠΕΣΤΗ 19. Οἱ ἐκλογές στήν Οὐγγαρία. Συνεχίζονται οἱ ἐκτελέσεις καί τά βασανιστήρια. [1186, 1503, 1383, 1599]
headline-soldiers-convicted: ΚΑΤΑΔΙΚΗ ΣΤΡΑΤΙΩΤΙΚΩΝ [112, 927, 344, 947]
headline-elasites: ΜΕΤΑΦΕΡΟΝΤΑΙ ΟΙ ΕΛΑΣΙΤΕΣ ΑΞΙΩΜΑΤΙΚΟΙ; [467, 1896, 649, 1963]
article-text: Οἱ ἀγγλικές ἀρχές τῆς Κύπρου διέταξαν τήν ἀπέλαση τοῦ συντάκτη κυπριακῆς ἐφημερίδας. Πληροφορίες ἀναφέρουν ὅτι οἱ ἐλασίτες ἀξιωματικοί θά μεταφερθοῦν σέ στρατόπεδα. [458, 1714, 658, 1796]
article-text: ΟΥΑΣΙΓΚΤΩΝ 19 (Γαλ. Πρ.). Ἡ βρετανική ἀντιπροσωπεία συνεχίζει τίς διαπραγματεύσεις γιά τό δάνειο. Οἱ ὅροι πού ἐπιβάλλουν οἱ Ἀμερικανοί θεωροῦνται βαριοί. Ἡ οἰκονομική κρίση στή Μ. Βρεταννία ἐπιδεινώνεται συνεχῶς. [1393, 423, 1590, 519]
bottom-center-section [458, 1619, 1174, 2274]
headline-zervas-dispute: ΔΙΕΝΕΞΗ ΖΕΡΒΑ - ΜΑΥΡΟΜΙΧΑΛΗ [79, 770, 377, 790]
article-text: Ἡ δήλωση αὐτή ἀποκαλύπτει τά σχέδια τῶν ἰμπεριαλιστῶν στή Μεσόγειο. Ἡ Ἑλλάδα μετατρέπεται σέ βάση κατά τῆς Σοβιετικῆς Ἑνώσεως καί τῶν λαϊκῶν δημοκρατιῶν. Τό κυβερνητικό ζήτημα παραμένει ἀνοιχτό. [639, 235, 993, 660]
article-text: Σύμφωνα μέ τά τηλεγραφήματα ἀπό τή Νέα Ὑόρκη, τό Συμβούλιο Ἀσφαλείας ἀπέρριψε τίς προτάσεις γιά τήν Ἑλλάδα, ἐξαιτίας δυό σοβιετικῶν βέτο. Ὁ ἀντιπρόσωπος τῆς ΕΣΣΔ τόνισε ὅτι οἱ ἀμερικανικές προτάσεις δέν ἀποβλέπουν στήν εἰρήνη ἀλλά στήν ἐνίσχυση τῆς ἀντιδραστικῆς κυβερνήσεως. [10, 1108, 223, 1218]
subhead: ΜΕ ΑΜΕΡΙΚΑΝΙΚΗ ΕΝΤΟΛΗ [1023, 364, 1153, 395]
subhead: ΠΥΡΚΑΙΑ [1045, 2072, 1111, 2088]
headline-dynamic-policy: ΤΗ ΔΥΝΑΜΙΚΗ ΤΟΥΣ ΠΟΛΙΤΙΚΗ ΚΑΤΑ ΤΟΥ ΛΑΟΥ [501, 150, 1131, 183]
masthead [10, 36, 1585, 73]
article-text: Ἡ ΑΔΕΔΥ ζήτησε ἀπάντηση γιά τά οἰκονομικά αἰτήματα τῶν δημοσίων ὑπαλλήλων. Ὁ κ. Μάξιμος θά δεχτεῖ σήμερα τήν ἐπιτροπή. Σύσκεψη ἔγινε χθές στό ὑπουργεῖο Ἐμπορίου. [825, 1670, 970, 1780]
article-text: Σύμφωνα μέ τά τηλεγραφήματα ἀπό τή Νέα Ὑόρκη, τό Συμβούλιο Ἀσφαλείας ἀπέρριψε τίς προτάσεις γιά τήν Ἑλλάδα, ἐξαιτίας δυό σοβιετικῶν βέτο. Ὁ ἀντιπρόσωπος τῆς ΕΣΣΔ τόνισε ὅτι οἱ ἀμερικανικές προτάσεις δέν ἀποβλέπουν στήν εἰρήνη ἀλλά στήν ἐνίσχυση τῆς ἀντιδραστικῆς κυβερνήσεως. [10, 1334, 223, 1444]
article-text: Οἱ ἀγγλικές ἀρχές τῆς Κύπρου διέταξαν τήν ἀπέλαση τοῦ συντάκτη κυπριακῆς ἐφημερίδας. Πληροφορίες ἀναφέρουν ὅτι οἱ ἐλασίτες ἀξιωματικοί θά μεταφερθοῦν σέ στρατόπεδα. [458, 1972, 658, 2054]
article-indonesia [1186, 1234, 1590, 1434]
article-text: ΟΥΑΣΙΓΚΤΩΝ 19 (Γαλ. Πρ.). Ἡ βρετανική ἀντιπροσωπεία συνεχίζει τίς διαπραγματεύσεις γιά τό δάνειο. Οἱ ὅροι πού ἐπιβάλλουν οἱ Ἀμερικανοί θεωροῦνται βαριοί. Ἡ οἰκονομική κρίση στή Μ. Βρεταννία ἐπιδεινώνεται συνεχῶς. [1393, 288, 1590, 384]
article-text: Ὁ στρατιωτικός διοικητής Πελοποννήσου κ. Στυλιανός ἐπισκέφθηκε τό ὑπουργεῖο. Ὅπως φαίνεται, ἐξακολουθεῖ ἡ διένεξη μεταξύ τῶν δυό πολιτικῶν ἀρχηγῶν. [233, 591, 446, 660]
article-text: ΟΥΑΣΙΓΚΤΩΝ 19 (Γαλ. Πρ.). Ἡ βρετανική ἀντιπροσωπεία συνεχίζει τίς διαπραγματεύσεις γιά τό δάνειο. Οἱ ὅροι πού ἐπιβάλλουν οἱ Ἀμερικανοί θεωροῦνται βαριοί. Ἡ οἰκονομική κρίση στή Μ. Βρεταννία ἐπιδεινώνεται συνεχῶς. [1186, 323, 1383, 419]
article-text: Σέ ἔκτακτο στρατοδικεῖο δικάστηκαν χθές στρατιῶτες κατηγορούμενοι γιά ἐγκατάλειψη θέσεως. Ἐπιβλήθηκαν ποινές φυλακίσεως ἀπό 5 ἕως 12 χρόνια. [233, 950, 446, 1004]
article-text: ΜΟΣΧΑ 19 (Τάς). Ἡ «Πράβντα» γράφει σέ σημερινό ἄρθρο της ὅτι ἡ συζήτηση τοῦ ἑλληνικοῦ ζητήματος στό Συμβούλιο Ἀσφαλείας ἀπέδειξε πώς οἱ Ἀμερικανοί ὑποστηρίζουν τό ἀντιδραστικό καθεστώς. Οἱ «Τάιμς» τοῦ Λονδίνου γράφουν ὅτι ἡ ἀμερικανική ἐπέμβαση δημιουργεῖ κίνδυνο γιά τήν εἰρήνη. [1002, 1246, 1174, 1397]
page-number: Σελίδα 4η [10, 38, 133, 66]
article-text: Ὁ στρατιωτικός διοικητής Πελοποννήσου κ. Στυλιανός ἐπισκέφθηκε τό ὑπουργεῖο. Ὅπως φαίνεται, ἐξακολουθεῖ ἡ διένεξη μεταξύ τῶν δυό πολιτικῶν ἀρχηγῶν. [10, 793, 223, 861]
article-text: ΛΟΝΔΙΝΟ 19. Οἱ Βρεταννοί ἐκπαιδευτές θά παραμείνουν ἐπ' ἀόριστον στήν Ἑλλάδα. ΜΑΔΡΙΤΗ 19. Ἔκρηξη σέ κανάλια. ΒΟΥΔΑΠΕΣΤΗ 19. Οἱ ἐκλογές στήν Οὐγγαρία. Συνεχίζονται οἱ ἐκτελέσεις καί τά βασανιστήρια. [1392, 1833, 1590, 1929]
article-text: Ὁ ὑπουργός τῶν Ἐξωτερικῶν κ. Τσαλδάρης ἔκανε χθές δηλώσεις στούς δημοσιογράφους γιά τό ἀποτέλεσμα τῆς συζητήσεως στόν ΟΗΕ. Εἶπε ὅτι οἱ Ἀμερικανοί θά συνεχίσουν τήν ὑποστήριξή τους πρός τήν κυβέρνηση καί ὅτι θά ληφθοῦν νέα μέτρα. Πρόσθεσε πώς ἡ αὔξηση τοῦ στρατοῦ θά πραγματοποιηθεῖ ἀμέσως. [1002, 513, 1174, 664]
headline-peoples-democracies: ΟΙ ΛΑΙΚΕΣ ΔΗΜΟΚΡΑΤΙΕΣ ΠΡΟΧΩΡΟΥΝ [1014, 1668, 1142, 1727]
headline-foreign-trade: ΣΥΣΚΕΨΗ ΓΙΑ ΤΟ ΕΞΩΤΕΡΙΚΟ ΕΜΠΟΡΙΟ [701, 1798, 939, 1835]
headline-economic-crisis: Η ΟΙΚΟΝΟΜΙΚΗ ΚΡΙΣΗ [1235, 139, 1541, 172]
